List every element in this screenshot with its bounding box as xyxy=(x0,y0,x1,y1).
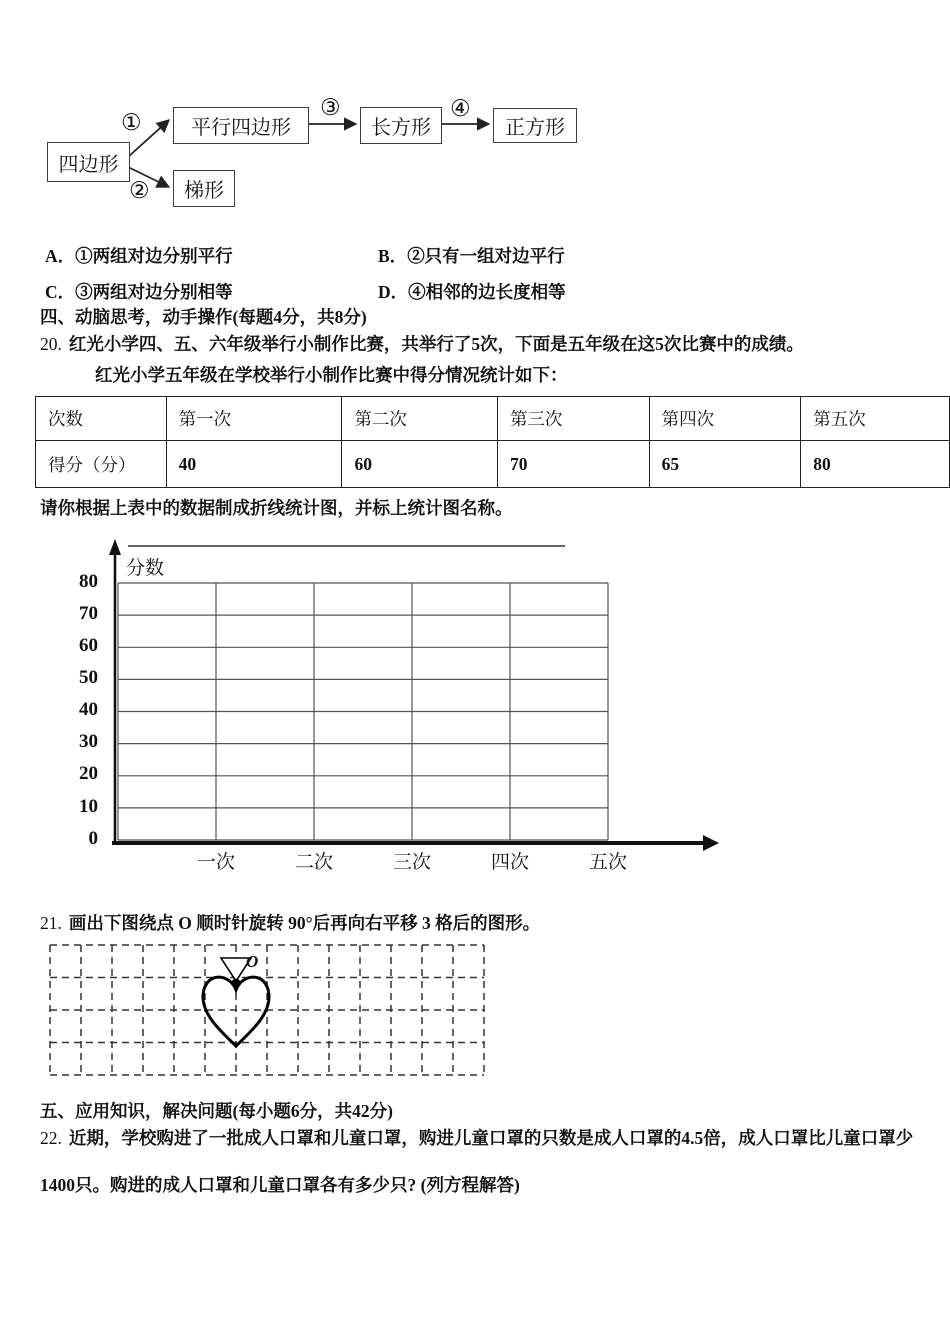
question-22-line2: 1400只。购进的成人口罩和儿童口罩各有多少只? (列方程解答) xyxy=(40,1175,520,1195)
row-label-cell: 得分（分） xyxy=(36,441,167,488)
score-cell: 40 xyxy=(166,441,342,488)
option-d-letter: D． xyxy=(378,282,409,302)
question-20-instruction: 请你根据上表中的数据制成折线统计图，并标上统计图名称。 xyxy=(40,498,513,518)
header-cell: 第三次 xyxy=(497,397,649,441)
y-axis-arrowhead xyxy=(109,539,121,555)
question-21 xyxy=(40,910,540,935)
circled-number-2: ② xyxy=(129,178,150,203)
xtick-2: 二次 xyxy=(294,852,333,873)
option-d-text: ④相邻的边长度相等 xyxy=(408,282,566,302)
score-cell: 70 xyxy=(497,441,649,488)
question-20-subtitle: 红光小学五年级在学校举行小制作比赛中得分情况统计如下： xyxy=(95,365,568,385)
option-a-text: ①两组对边分别平行 xyxy=(75,246,233,266)
score-cell: 65 xyxy=(649,441,801,488)
ytick-80: 80 xyxy=(79,571,98,592)
section5-heading: 五、应用知识，解决问题(每小题6分，共42分) xyxy=(40,1101,393,1121)
node-label: 正方形 xyxy=(505,117,565,139)
point-o-label: O xyxy=(246,952,259,971)
question-21-text: 画出下图绕点 O 顺时针旋转 90°后再向右平移 3 格后的图形。 xyxy=(68,913,541,933)
ytick-20: 20 xyxy=(79,763,98,784)
x-axis-arrowhead xyxy=(703,835,719,851)
header-cell: 第五次 xyxy=(801,397,950,441)
ytick-60: 60 xyxy=(79,635,98,656)
option-a-letter: A． xyxy=(45,246,76,266)
ytick-30: 30 xyxy=(79,731,98,752)
option-d xyxy=(378,279,566,304)
line-chart-grid xyxy=(95,535,730,895)
option-c-letter: C． xyxy=(45,282,76,302)
score-cell: 60 xyxy=(342,441,498,488)
circled-number-4: ④ xyxy=(450,96,471,121)
question-22-number: 22. xyxy=(40,1128,62,1148)
flowchart-node-parallelogram xyxy=(173,107,309,144)
point-o-dot xyxy=(232,979,241,988)
flowchart-node-trapezoid xyxy=(173,170,235,207)
xtick-1: 一次 xyxy=(196,852,235,873)
grid-rows xyxy=(118,583,608,840)
header-cell: 第一次 xyxy=(166,397,342,441)
section4-heading: 四、动脑思考，动手操作(每题4分，共8分) xyxy=(40,307,367,327)
flowchart-node-quadrilateral xyxy=(47,142,130,182)
question-20-text: 红光小学四、五、六年级举行小制作比赛，共举行了5次，下面是五年级在这5次比赛中的成绩。 xyxy=(68,334,804,354)
ytick-50: 50 xyxy=(79,667,98,688)
option-c-text: ③两组对边分别相等 xyxy=(75,282,233,302)
question-20-number: 20. xyxy=(40,334,62,354)
circled-number-3: ③ xyxy=(320,95,341,120)
option-c xyxy=(45,279,233,304)
heart-figure xyxy=(44,938,514,1088)
xtick-3: 三次 xyxy=(392,852,431,873)
option-b-letter: B． xyxy=(378,246,408,266)
question-21-number: 21. xyxy=(40,913,62,933)
option-b-text: ②只有一组对边平行 xyxy=(407,246,565,266)
flowchart-node-square xyxy=(493,108,577,143)
y-axis-title: 分数 xyxy=(126,558,165,579)
node-label: 梯形 xyxy=(184,180,224,202)
circled-number-1: ① xyxy=(121,110,142,135)
xtick-4: 四次 xyxy=(490,852,529,873)
score-cell: 80 xyxy=(801,441,950,488)
flowchart-node-rectangle xyxy=(360,107,442,144)
score-table xyxy=(35,396,950,488)
node-label: 四边形 xyxy=(58,153,119,176)
ytick-70: 70 xyxy=(79,603,98,624)
xtick-5: 五次 xyxy=(588,852,627,873)
option-a xyxy=(45,243,233,268)
header-cell: 次数 xyxy=(36,397,167,441)
ytick-40: 40 xyxy=(79,699,98,720)
header-cell: 第四次 xyxy=(649,397,801,441)
ytick-10: 10 xyxy=(79,796,98,817)
question-22-line1 xyxy=(40,1125,913,1150)
ytick-0: 0 xyxy=(88,828,98,849)
node-label: 长方形 xyxy=(371,117,431,139)
table-header-row xyxy=(36,397,950,441)
question-20 xyxy=(40,331,804,356)
option-b xyxy=(378,243,565,268)
header-cell: 第二次 xyxy=(342,397,498,441)
question-22-text1: 近期，学校购进了一批成人口罩和儿童口罩，购进儿童口罩的只数是成人口罩的4.5倍，成人口罩比儿童口罩少 xyxy=(68,1128,914,1148)
node-label: 平行四边形 xyxy=(191,117,291,139)
table-score-row xyxy=(36,441,950,488)
